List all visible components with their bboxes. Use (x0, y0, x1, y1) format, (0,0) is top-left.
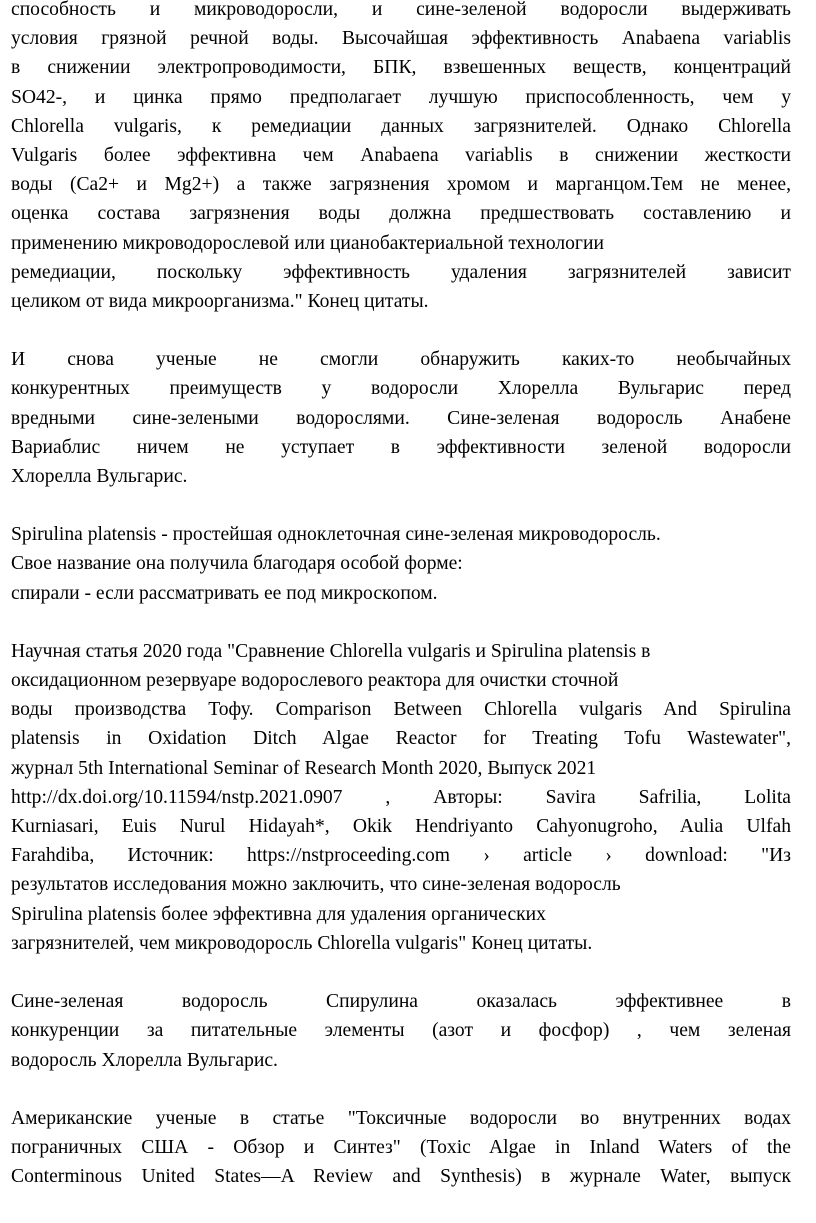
paragraph-spirulina-intro (11, 520, 791, 608)
text-line: целиком от вида микроорганизма." Конец цитаты. (11, 291, 429, 313)
paragraph-spacer (11, 491, 791, 520)
text-line: Chlorella vulgaris, к ремедиации данных загрязнителей. Однако Chlorella (11, 115, 791, 137)
paragraph-spacer (11, 316, 791, 345)
text-line: Свое название она получила благодаря особой форме: (11, 553, 463, 575)
text-line: журнал 5th International Seminar of Research Month 2020, Выпуск 2021 (11, 757, 597, 779)
text-line: ремедиации, поскольку эффективность удаления загрязнителей зависит (11, 261, 791, 283)
text-line: Kurniasari, Euis Nurul Hidayah*, Okik Hendriyanto Cahyonugroho, Aulia Ulfah (11, 816, 791, 838)
paragraph-scientific-article-2020 (11, 637, 791, 958)
text-line: platensis in Oxidation Ditch Algae Reactor for Treating Tofu Wastewater", (11, 728, 791, 750)
text-line: оксидационном резервуаре водорослевого реактора для очистки сточной (11, 670, 619, 692)
paragraph-spacer (11, 608, 791, 637)
text-line: пограничных США - Обзор и Синтез" (Toxic Algae in Inland Waters of the (11, 1136, 791, 1158)
text-line: применению микроводорослевой или цианобактериальной технологии (11, 232, 604, 254)
paragraph-remediation-comparison (11, 0, 791, 316)
text-line: воды производства Тофу. Comparison Between Chlorella vulgaris And Spirulina (11, 699, 791, 721)
text-line: способность и микроводоросли, и сине-зеленой водоросли выдерживать (11, 0, 791, 20)
text-line: Хлорелла Вульгарис. (11, 466, 188, 488)
text-line: загрязнителей, чем микроводоросль Chlorella vulgaris" Конец цитаты. (11, 932, 593, 954)
text-line: Spirulina platensis более эффективна для удаления органических (11, 903, 546, 925)
text-line: Vulgaris более эффективна чем Anabaena variablis в снижении жесткости (11, 145, 791, 167)
text-line: водоросль Хлорелла Вульгарис. (11, 1049, 278, 1071)
text-line: оценка состава загрязнения воды должна предшествовать составлению и (11, 203, 791, 225)
text-line: И снова ученые не смогли обнаружить каких-то необычайных (11, 349, 791, 371)
text-line: в снижении электропроводимости, БПК, взвешенных веществ, концентраций (11, 57, 791, 79)
text-line: Американские ученые в статье "Токсичные водоросли во внутренних водах (11, 1107, 791, 1129)
text-line: конкуренции за питательные элементы (азот и фосфор) , чем зеленая (11, 1020, 791, 1042)
paragraph-no-advantage (11, 345, 791, 491)
text-line: SO42-, и цинка прямо предполагает лучшую приспособленность, чем у (11, 86, 791, 108)
text-line: Farahdiba, Источник: https://nstproceeding.com › article › download: "Из (11, 845, 791, 867)
paragraph-spirulina-competition (11, 987, 791, 1075)
text-line: http://dx.doi.org/10.11594/nstp.2021.0907 , Авторы: Savira Safrilia, Lolita (11, 786, 791, 808)
text-line: условия грязной речной воды. Высочайшая эффективность Anabaena variablis (11, 28, 791, 50)
text-line: Conterminous United States—A Review and Synthesis) в журнале Water, выпуск (11, 1166, 791, 1188)
text-line: Вариаблис ничем не уступает в эффективности зеленой водоросли (11, 436, 791, 458)
text-line: вредными сине-зелеными водорослями. Сине-зеленая водоросль Анабене (11, 407, 791, 429)
paragraph-spacer (11, 958, 791, 987)
text-line: конкурентных преимуществ у водоросли Хлорелла Вульгарис перед (11, 378, 791, 400)
paragraph-spacer (11, 1075, 791, 1104)
text-line: воды (Ca2+ и Mg2+) а также загрязнения хромом и марганцом.Тем не менее, (11, 174, 791, 196)
paragraph-american-scientists (11, 1104, 791, 1192)
document-page (11, 0, 791, 1191)
text-line: Сине-зеленая водоросль Спирулина оказалась эффективнее в (11, 991, 791, 1013)
text-line: Научная статья 2020 года "Сравнение Chlorella vulgaris и Spirulina platensis в (11, 640, 651, 662)
text-line: Spirulina platensis - простейшая одноклеточная сине-зеленая микроводоросль. (11, 524, 661, 546)
text-line: спирали - если рассматривать ее под микроскопом. (11, 582, 438, 604)
text-line: результатов исследования можно заключить, что сине-зеленая водоросль (11, 874, 621, 896)
